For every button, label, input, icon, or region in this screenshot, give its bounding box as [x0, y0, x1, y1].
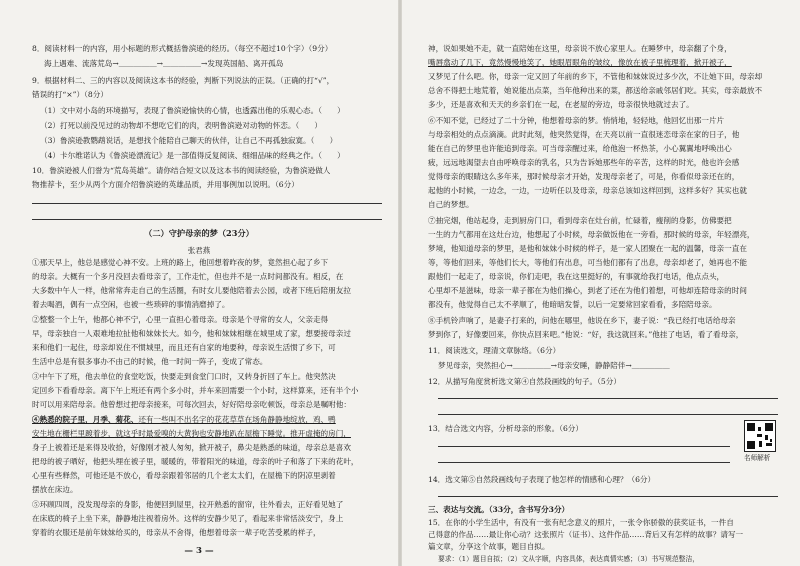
- page-number-3: — 3 —: [184, 546, 214, 556]
- para4-line2: 安生地在栅栏里踱着步，就这乎时最爱嗅的大黄狗也安静地趴在屋檐下睡觉。推开虚掩的房门，: [32, 429, 351, 438]
- para3-line3: 时可以用来陪母亲。他曾想过把母亲接来，可每次回去，好好陪母亲吃顿饭，母亲总是嘱咐他：: [32, 400, 351, 409]
- para5-line2: 在床底的椅子上坐下来，静静地注视着房外。这样的安静少见了，看起来非常恬淡安宁，身上: [32, 514, 344, 523]
- para3-line2: 定回乡下看看母亲。离下午上班还有两个多小时，并车来回需要一个小时，这样算来，还有半个小: [32, 386, 359, 395]
- q12-answer-line-2[interactable]: [438, 414, 778, 415]
- q8-chain: 海上遇难、流落荒岛→＿＿＿＿＿→＿＿＿＿＿→发现英国船、离开孤岛: [44, 59, 284, 68]
- para7-line5: 跟他们一起走了，母亲说，你们走吧，我在这里挺好的，有事就给我打电话，他点点头，: [428, 272, 725, 281]
- para7-line4: 等，等他们回来，等他们长大，等他们有出息，可当他们都有了出息，母亲却老了，她再也不能: [428, 258, 747, 267]
- q9-prompt-line1: 9．根据材料二、三的内容以及阅读这本书的经验，判断下列说法的正误。（正确的打“√”，: [32, 76, 335, 85]
- para1-line3: 大多数中午人一样，他常常奔走自己的生活圈，有时女儿要他陪着去公园，或者下班后陪朋友拉: [32, 286, 351, 295]
- q14-prompt: 14．选文第⑤自然段画线句子表现了他怎样的情感和心理？（6分）: [428, 475, 656, 484]
- para4-underlined-rest: 还有一些叫不出名字的花花草草在场角静静地绽放，鸡、鸭: [138, 415, 336, 424]
- para2-line3: 来和他们一起住，母亲却说住不惯城里，而且还有自家的地要种，母亲说生活惯了乡下，可: [32, 343, 336, 352]
- q15-requirements: 要求：（1）题目自拟；（2）文从字顺，内容具体，表达真情实感；（3）书写规范整洁，: [438, 555, 700, 563]
- q11-prompt: 11．阅读选文，理清文章脉络。（6分）: [428, 346, 561, 355]
- q9-item-1: （1）文中对小岛的环境描写，表现了鲁滨逊愉快的心情，也透露出他的乐观心态。（ ）: [40, 106, 345, 115]
- para2-line2: 早，母亲独自一人艰难地拉扯他和妹妹长大。如今，他和妹妹相继在城里成了家，想要接母亲过: [32, 329, 351, 338]
- para2-line1: ②整整一个上午，他都心神不宁，心里一直担心着母亲。母亲是个寻常的女人，父亲走得: [32, 315, 329, 324]
- para7-line6: 心里却不是滋味，母亲一辈子都在为他们操心，到老了还在为他们着想，可他却连陪母亲的时间: [428, 286, 747, 295]
- para6-line2: 与母亲相处的点点滴滴。此时此刻，他突然觉得，在天亮以前一直很迷恋母亲在家的日子，他: [428, 130, 740, 139]
- para3-line1: ③中午下了班，他去单位的食堂吃饭，快要走到食堂门口时，又转身折回了车上。他突然决: [32, 372, 336, 381]
- qr-code-icon[interactable]: [744, 420, 776, 452]
- para4-underlined-start: ④熟悉的院子里，月季、菊花、: [32, 415, 139, 424]
- para6-line3: 能在自己的梦里也许能追到母亲。可当母亲醒过来，给他泡一杯热茶，小心翼翼地呼唤出心: [428, 144, 732, 153]
- q13-answer-line-1[interactable]: [438, 446, 730, 447]
- para6-line4: 疲，远远地渴望去自由呼唤母亲的乳名，只为告诉她那些年的辛苦，这样的时光，他也许会感: [428, 158, 740, 167]
- para6-line6: 起他的小时候，一边念，一边，一边听任以及母亲，母亲总该如这样回到，这样多好？其实也就: [428, 186, 747, 195]
- q8-prompt: 8．阅读材料一的内容，用小标题的形式概括鲁滨逊的经历。（每空不超过10个字）（9分）: [32, 44, 333, 53]
- q13-answer-line-2[interactable]: [438, 462, 730, 463]
- para5-cont-line3: 又梦见了什么吧。你，母亲一定又回了年前的乡下，不管他和妹妹说过多少次，不让她下田，母亲却: [428, 72, 763, 81]
- q15-line3: 篇文章，分享这个故事，题目自拟。: [428, 542, 550, 551]
- para7-line1: ⑦抽完烟，他站起身，走到厨房门口，看到母亲在灶台前，忙碌着，瘦削的身影，仿佛要把: [428, 216, 732, 225]
- qr-label: 名师解析: [744, 454, 771, 462]
- para7-line7: 都没有，他觉得自己太不孝顺了，他暗暗发誓，以后一定要常回家看看，多陪陪母亲。: [428, 300, 717, 309]
- q10-prompt-line2: 物推荐卡，至少从两个方面介绍鲁滨逊的英雄品质，并用事例加以说明。（6分）: [32, 180, 299, 189]
- para5-line1: ⑤环顾四周，没发现母亲的身影，他便回到屋里，拉开熟悉的窗帘，往外看去，正好看见她了: [32, 500, 344, 509]
- para8-line1: ⑧手机铃声响了，是妻子打来的，问他在哪里，他说在乡下，妻子说：“我已经打电话给母亲: [428, 316, 736, 325]
- para6-line5: 觉得母亲的眼睛这么多年来，那时候母亲才开始，发现母亲老了，可是，你看似母亲还在的，: [428, 172, 740, 181]
- para5-cont-line1: 神，说如果她不走，就一直陪她在这里，母亲说不放心家里人。在睡梦中，母亲翻了个身，: [428, 44, 732, 53]
- section-title: （二）守护母亲的梦（23分）: [144, 228, 254, 238]
- para1-line2: 的母亲。大概有一个多月没回去看母亲了，工作走忙，但也并不是一点时间都没有。相反，在: [32, 272, 344, 281]
- para1-line4: 着去喝酒，偶有一点空闲，也被一些琐碎的事情消磨掉了。: [32, 300, 230, 309]
- para7-line2: 一生的力气都用在这灶台边，他想起了小时候，母亲做饭他在一旁看，那时候的母亲，年轻漂亮，: [428, 230, 755, 239]
- q10-answer-line-2[interactable]: [32, 219, 382, 220]
- para5-cont-line2: 嘴唇翕动了几下，竟然慢慢地笑了，她眼眉眼角的皱纹，像放在被子里梳理着，掀开被子，: [428, 58, 732, 67]
- author-name: 张君燕: [187, 246, 211, 255]
- q11-chain: 梦见母亲，突然担心→＿＿＿＿＿→母亲安睡，静静陪伴→＿＿＿＿＿: [438, 361, 670, 370]
- q9-item-3: （3）鲁滨逊教鹦鹉说话，是想找个能陪自己聊天的伙伴，让自己不再孤独寂寞。（ ）: [40, 136, 338, 145]
- para4-line6: 摆放在床边。: [32, 485, 78, 494]
- q10-answer-line-1[interactable]: [32, 203, 382, 204]
- section3-heading: 三、表达与交流。（33分，含书写分3分）: [428, 505, 570, 514]
- para5-line3: 穿着的衣服还是前年妹妹给买的，母亲从不舍得，他想着母亲一辈子吃苦受累的样子，: [32, 528, 321, 537]
- q9-item-2: （2）打死以前没见过的动物却不想吃它们的肉，表明鲁滨逊对动物的怀恋。（ ）: [40, 121, 322, 130]
- q12-prompt: 12．从描写角度赏析选文第④自然段画线的句子。（5分）: [428, 377, 621, 386]
- left-page: [0, 0, 398, 566]
- para6-line1: ⑥不知不觉，已经过了二十分钟，他想着母亲的梦。悄悄地，轻轻地，他回忆出那一片片: [428, 116, 725, 125]
- para7-line3: 梦境，他知道母亲的梦里，是他和妹妹小时候的样子，是一家人团聚在一起的温馨，母亲一直在: [428, 244, 747, 253]
- para4-line1: [32, 415, 336, 425]
- para5-cont-line5: 多少，还是喜欢和天天的乡亲们在一起，在老屋的旁边，母亲很快地就过去了。: [428, 100, 694, 109]
- q9-item-4: （4）卡尔维诺认为《鲁滨逊漂流记》是一部值得反复阅读、细细品味的经典之作。（ ）: [40, 151, 345, 160]
- q9-prompt-line2: 错误的打“×”）（8分）: [32, 90, 108, 99]
- para4-line3: 身子上被着还是来得及收拾，好像刚才被人匆匆，掀开被子，鼻尖是熟悉的味道，母亲总是喜欢: [32, 443, 351, 452]
- right-page: [402, 0, 800, 566]
- q14-answer-line-1[interactable]: [438, 496, 778, 497]
- q12-answer-line-1[interactable]: [438, 398, 778, 399]
- q15-line2: 己得意的作品……最让你心动？这张照片（证书）、这件作品……背后又有怎样的故事？请写一: [428, 530, 744, 539]
- para1-line1: ①那天早上，他总是感觉心神不安。上班的路上，他回想着昨夜的梦，竟然担心起了乡下: [32, 258, 329, 267]
- para5-cont-line4: 总舍不得把土地荒着，她说能出点菜，当年他种出来的菜，都送给亲戚邻居们吃。其实，母亲最放不: [428, 86, 763, 95]
- q13-prompt: 13．结合选文内容，分析母亲的形象。（6分）: [428, 424, 583, 433]
- para4-line5: 心里有些释然，可他还是不放心，看母亲跟着邻居的几个老太太们，在屋檐下的阴凉里剥着: [32, 471, 336, 480]
- para6-line7: 自己的梦想。: [428, 200, 474, 209]
- para8-line2: 梦到你了，好像要回来，你快点回来吧。”他说：“好，我这就回来。”他挂了电话，看了看母亲，: [428, 330, 744, 339]
- para2-line4: 生活中总是有很多事办不由己的时候，他一时间一阵子，变成了常态。: [32, 357, 268, 366]
- q15-line1: 15．在你的小学生活中，有没有一张有纪念意义的照片，一张令你骄傲的获奖证书，一件自: [428, 518, 734, 527]
- para4-line4: 把母的被子晒好，他把头埋在被子里，暖暖的，带着阳光的味道，母亲的叶子和落了下来的花叶，: [32, 457, 359, 466]
- q10-prompt-line1: 10．鲁滨逊被人们誉为“荒岛英雄”。请你结合短文以及这本书的阅读经验，为鲁滨逊做人: [32, 166, 331, 175]
